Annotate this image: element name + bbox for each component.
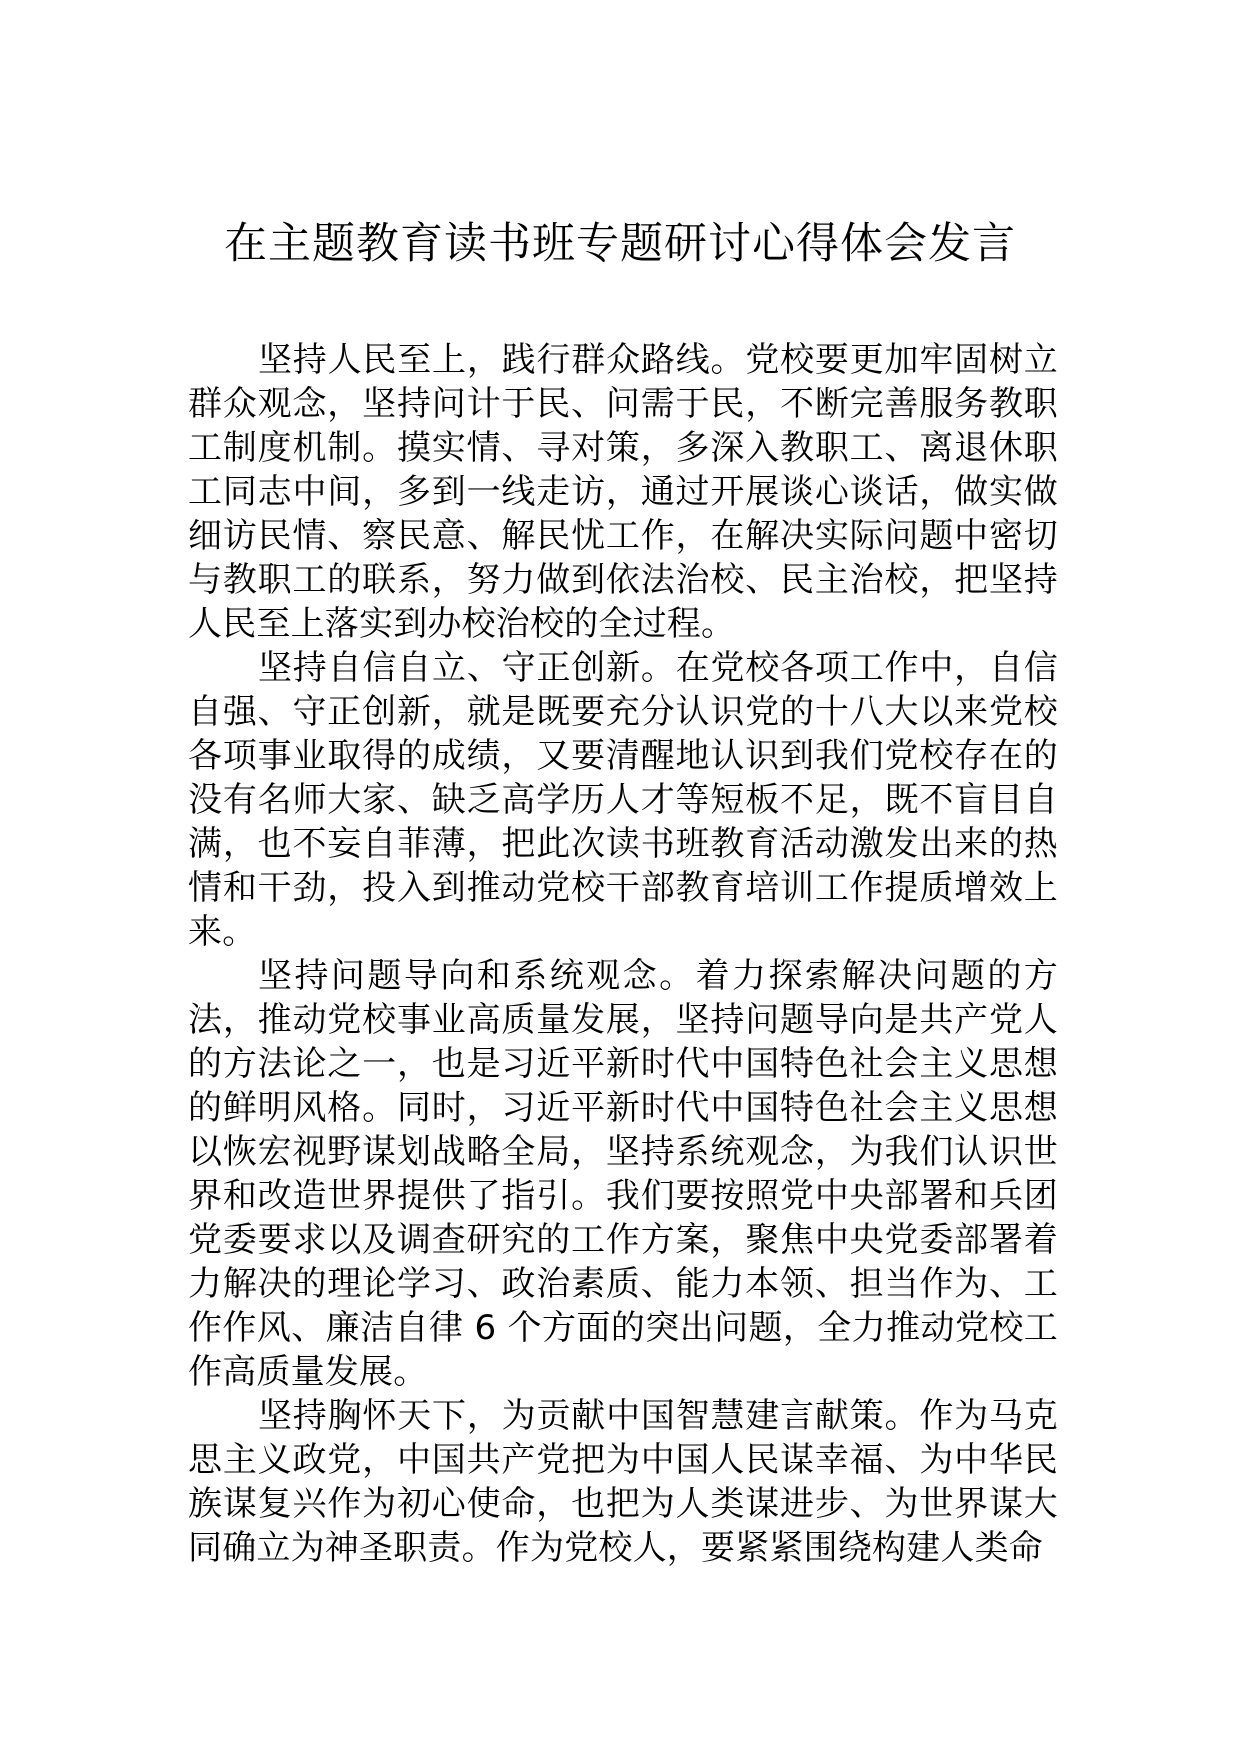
paragraph-self-confidence: 坚持自信自立、守正创新。在党校各项工作中，自信自强、守正创新，就是既要充分认识党的十八大以来党校各项事业取得的成绩，又要清醒地认识到我们党校存在的没有名师大家、缺乏高学历人才等短板不足，既不盲目自满，也不妄自菲薄，把此次读书班教育活动激发出来的热情和干劲，投入到推动党校干部教育培训工作提质增效上来。 xyxy=(188,648,1058,952)
document-title: 在主题教育读书班专题研讨心得体会发言 xyxy=(224,219,1016,269)
paragraph-people-first: 坚持人民至上，践行群众路线。党校要更加牢固树立群众观念，坚持问计于民、问需于民，不断完善服务教职工制度机制。摸实情、寻对策，多深入教职工、离退休职工同志中间，多到一线走访，通过开展谈心谈话，做实做细访民情、察民意、解民忧工作，在解决实际问题中密切与教职工的联系，努力做到依法治校、民主治校，把坚持人民至上落实到办校治校的全过程。 xyxy=(188,340,1058,644)
paragraph-problem-oriented: 坚持问题导向和系统观念。着力探索解决问题的方法，推动党校事业高质量发展，坚持问题导向是共产党人的方法论之一，也是习近平新时代中国特色社会主义思想的鲜明风格。同时，习近平新时代中国特色社会主义思想以恢宏视野谋划战略全局，坚持系统观念，为我们认识世界和改造世界提供了指引。我们要按照党中央部署和兵团党委要求以及调查研究的工作方案，聚焦中央党委部署着力解决的理论学习、政治素质、能力本领、担当作为、工作作风、廉洁自律 6 个方面的突出问题，全力推动党校工作高质量发展。 xyxy=(188,956,1058,1392)
document-body xyxy=(188,338,1058,1570)
paragraph-world-vision: 坚持胸怀天下，为贡献中国智慧建言献策。作为马克思主义政党，中国共产党把为中国人民谋幸福、为中华民族谋复兴作为初心使命，也把为人类谋进步、为世界谋大同确立为神圣职责。作为党校人，要紧紧围绕构建人类命 xyxy=(188,1396,1058,1568)
